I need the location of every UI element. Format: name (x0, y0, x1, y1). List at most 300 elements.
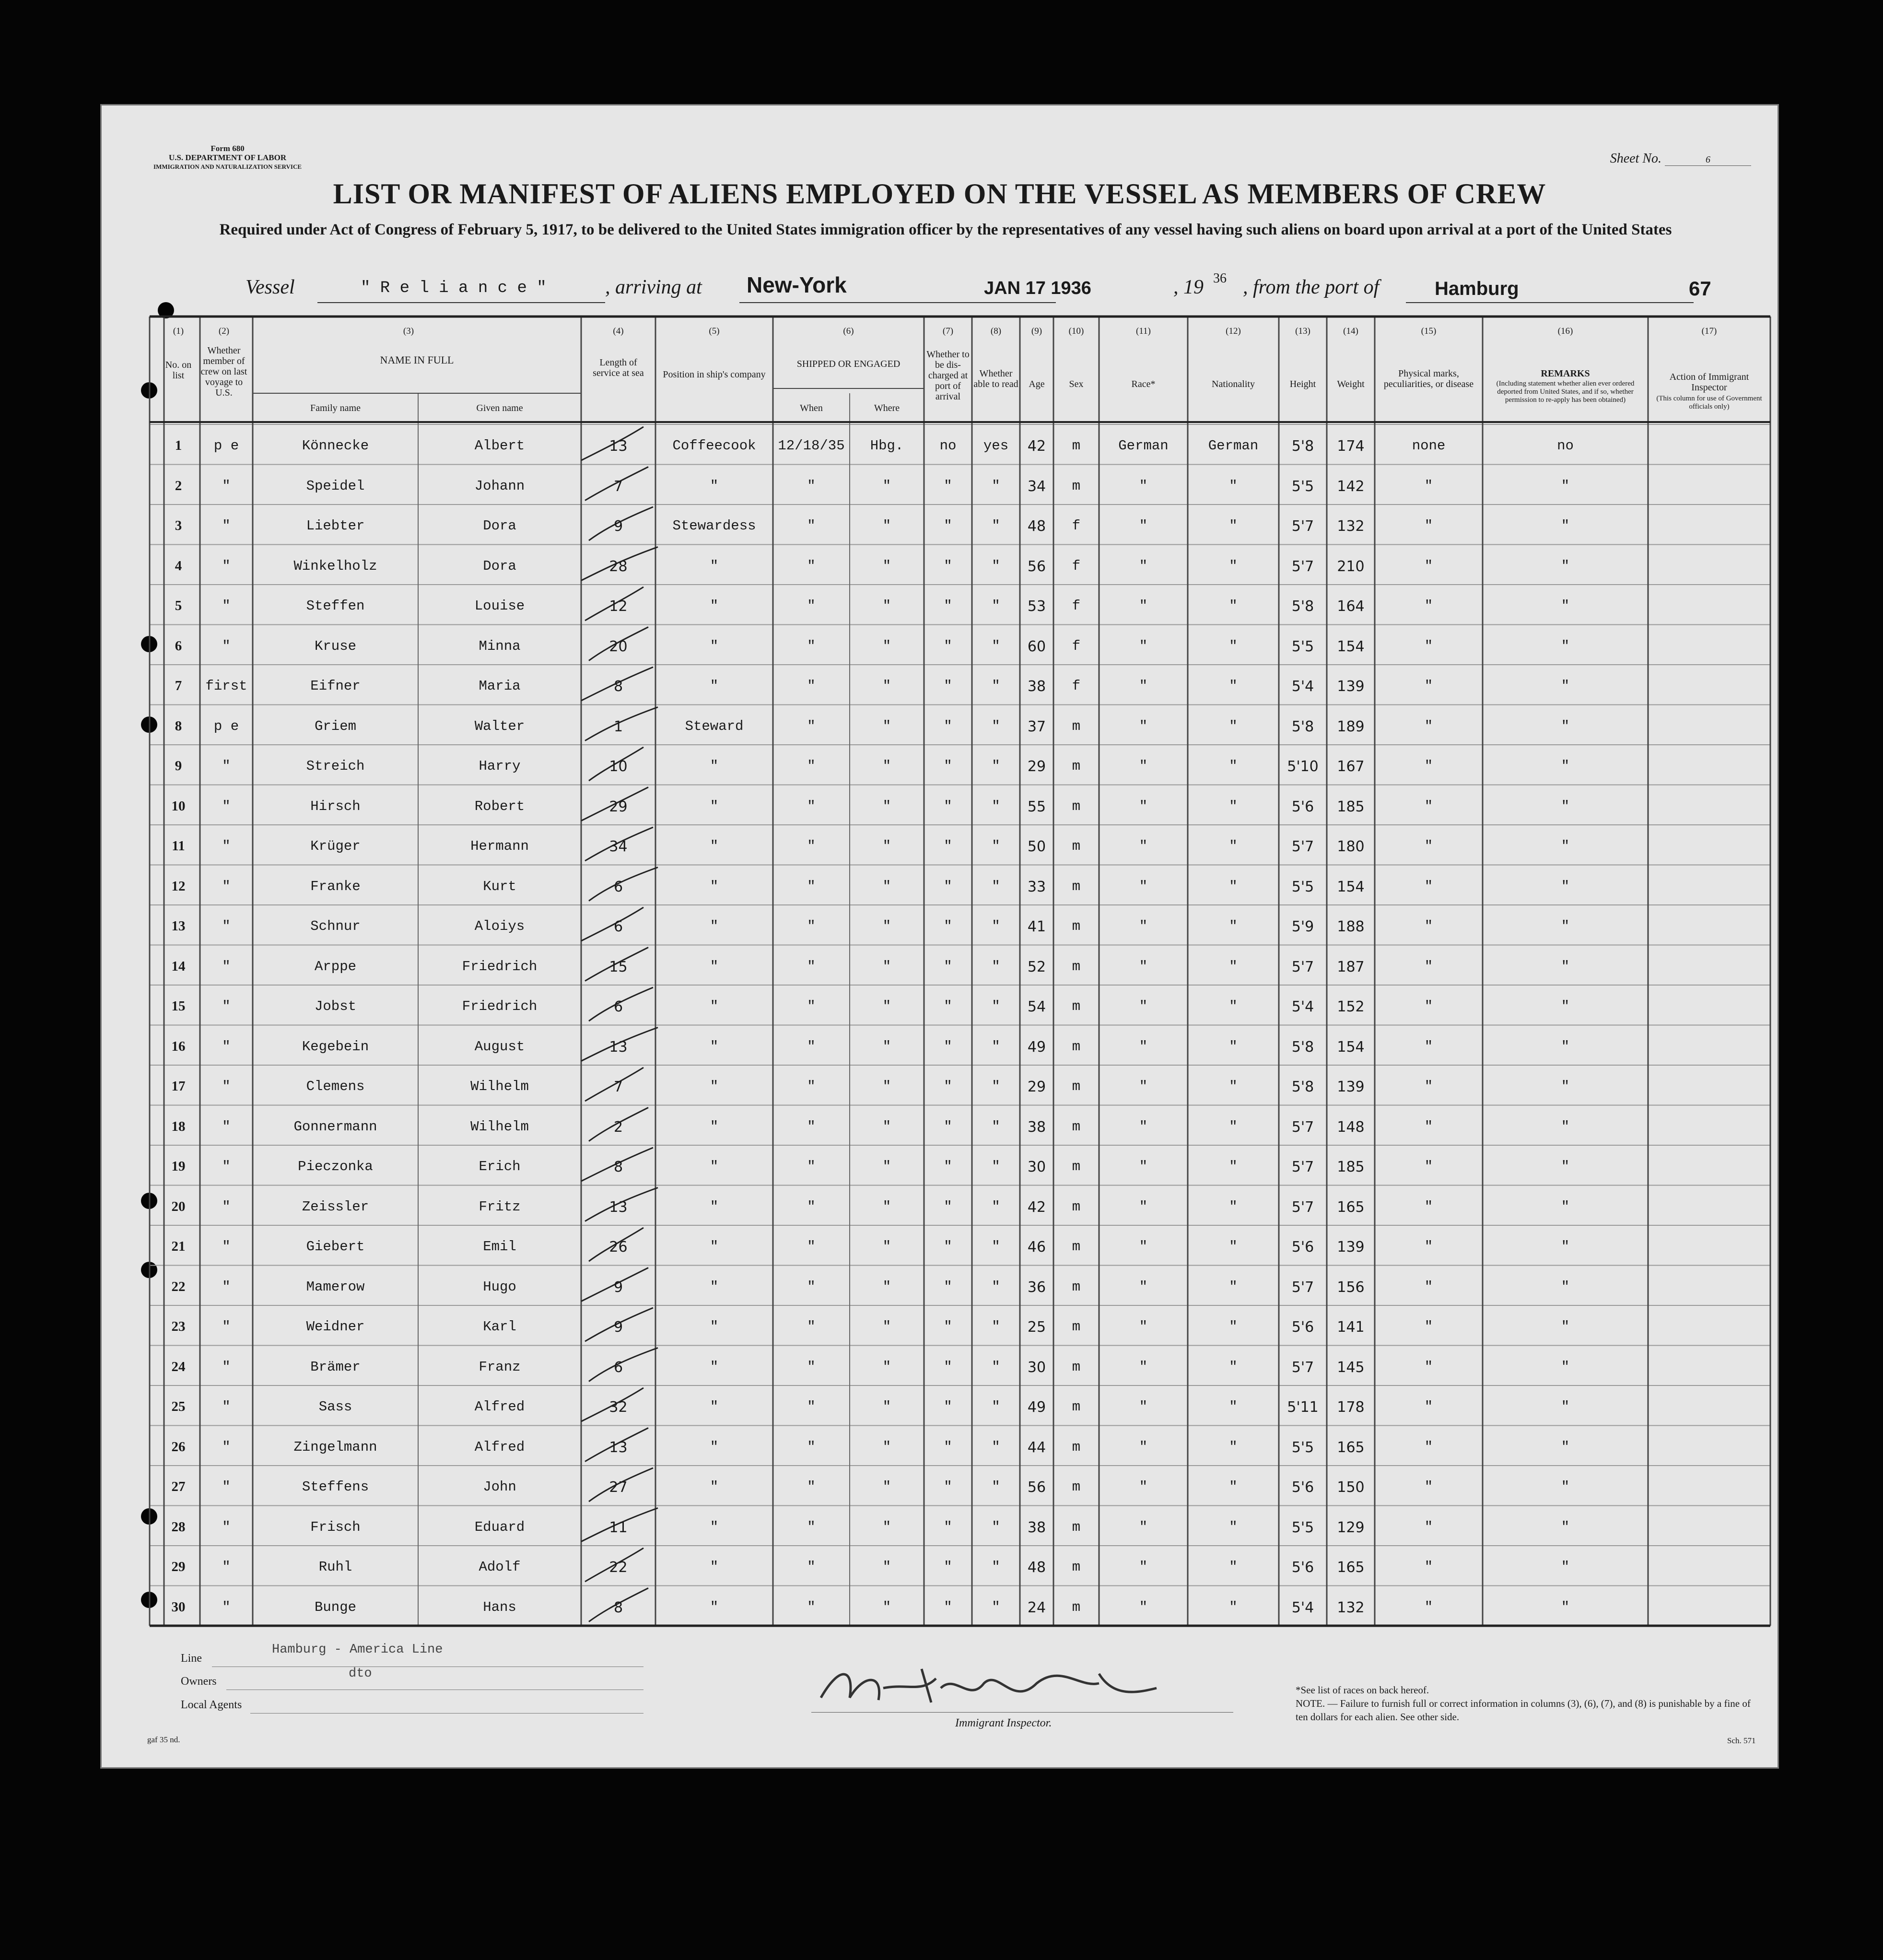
cell-nationality: " (1229, 1559, 1238, 1575)
cell-discharged: " (944, 1599, 952, 1615)
cell-position: " (710, 1239, 719, 1255)
cell-read: " (992, 878, 1000, 894)
cell-remarks: " (1561, 758, 1570, 774)
cell-read: " (992, 998, 1000, 1014)
page-title: LIST OR MANIFEST OF ALIENS EMPLOYED ON THE VESSEL AS MEMBERS OF CREW (333, 178, 1546, 210)
cell-age: 36 (1027, 1279, 1046, 1296)
cell-sex: m (1072, 838, 1081, 854)
cell-no: 26 (171, 1439, 186, 1455)
cell-physical: " (1424, 1279, 1433, 1295)
cell-when: " (807, 678, 816, 694)
cell-sex: f (1072, 598, 1081, 614)
cell-discharged: " (944, 758, 952, 774)
cell-weight: 174 (1337, 438, 1365, 455)
cell-where: " (882, 918, 891, 934)
cell-given: Wilhelm (470, 1118, 529, 1135)
cell-family: Schnur (310, 918, 361, 934)
cell-family: Zeissler (302, 1198, 369, 1215)
cell-discharged: no (939, 438, 957, 454)
col-num-17: (17) (1701, 326, 1717, 336)
header-height: Height (1289, 379, 1316, 389)
cell-remarks: " (1561, 1279, 1570, 1295)
cell-age: 38 (1027, 1519, 1046, 1536)
owners-label: Owners (181, 1675, 217, 1688)
cell-height: 5'6 (1291, 1239, 1314, 1256)
cell-read: " (992, 1279, 1000, 1295)
cell-family: Kegebein (302, 1038, 369, 1055)
cell-position: " (710, 1399, 719, 1415)
header-weight: Weight (1337, 379, 1365, 389)
cell-no: 13 (171, 918, 186, 934)
cell-remarks: " (1561, 678, 1570, 694)
cell-given: Minna (479, 638, 521, 654)
cell-height: 5'5 (1291, 1519, 1314, 1536)
cell-age: 42 (1027, 1198, 1046, 1216)
cell-sex: m (1072, 718, 1081, 734)
cell-family: Mamerow (306, 1279, 365, 1295)
cell-no: 6 (175, 638, 182, 654)
sheet-label: Sheet No. (1610, 151, 1661, 166)
cell-race: " (1139, 1118, 1148, 1135)
cell-where: " (882, 1038, 891, 1055)
cell-given: Wilhelm (470, 1079, 529, 1094)
cell-remarks: " (1561, 638, 1570, 654)
cell-where: " (882, 1599, 891, 1615)
cell-weight: 164 (1337, 598, 1365, 615)
cell-race: " (1139, 918, 1148, 934)
cell-physical: " (1424, 1599, 1433, 1615)
cell-race: " (1139, 878, 1148, 894)
cell-sex: m (1072, 1198, 1081, 1215)
cell-discharged: " (944, 918, 952, 934)
cell-race: " (1139, 518, 1148, 534)
cell-where: " (882, 1519, 891, 1535)
cell-nationality: " (1229, 718, 1238, 734)
cell-position: Stewardess (672, 518, 756, 534)
cell-where: " (882, 718, 891, 734)
cell-nationality: " (1229, 998, 1238, 1014)
service-name: IMMIGRATION AND NATURALIZATION SERVICE (153, 163, 302, 170)
cell-no: 14 (171, 958, 186, 974)
cell-height: 5'5 (1291, 1439, 1314, 1456)
cell-height: 5'7 (1291, 518, 1314, 535)
arrival-port: New-York (747, 272, 847, 297)
cell-read: " (992, 1439, 1000, 1455)
cell-no: 2 (175, 478, 182, 493)
cell-physical: " (1424, 1479, 1433, 1495)
cell-when: " (807, 1519, 816, 1535)
cell-remarks: " (1561, 1439, 1570, 1455)
cell-remarks: " (1561, 1359, 1570, 1375)
cell-nationality: " (1229, 1319, 1238, 1335)
cell-when: " (807, 798, 816, 814)
cell-family: Speidel (306, 478, 365, 494)
cell-when: " (807, 1239, 816, 1255)
cell-physical: " (1424, 1359, 1433, 1375)
cell-given: Hans (483, 1599, 516, 1615)
cell-discharged: " (944, 1159, 952, 1174)
cell-race: " (1139, 638, 1148, 654)
cell-where: " (882, 1559, 891, 1575)
cell-position: " (710, 1279, 719, 1295)
cell-member: " (222, 1599, 231, 1615)
cell-service: 6 (613, 998, 623, 1015)
cell-member: " (222, 1038, 231, 1055)
cell-nationality: " (1229, 918, 1238, 934)
cell-height: 5'7 (1291, 958, 1314, 975)
cell-member: " (222, 1239, 231, 1255)
cell-no: 19 (171, 1159, 186, 1174)
cell-when: " (807, 598, 816, 614)
cell-race: " (1139, 958, 1148, 974)
cell-physical: " (1424, 1439, 1433, 1455)
cell-where: " (882, 798, 891, 814)
cell-service: 9 (613, 1279, 623, 1296)
cell-service: 20 (609, 638, 628, 655)
cell-given: Karl (483, 1319, 516, 1335)
cell-nationality: " (1229, 1439, 1238, 1455)
cell-physical: " (1424, 918, 1433, 934)
cell-when: " (807, 518, 816, 534)
cell-when: " (807, 878, 816, 894)
cell-weight: 152 (1337, 998, 1365, 1015)
cell-age: 42 (1027, 438, 1046, 455)
cell-race: " (1139, 478, 1148, 494)
header-race: Race* (1131, 379, 1156, 389)
cell-position: " (710, 958, 719, 974)
cell-where: " (882, 1279, 891, 1295)
cell-family: Jobst (314, 998, 356, 1014)
cell-remarks: " (1561, 518, 1570, 534)
cell-read: " (992, 1038, 1000, 1055)
cell-read: " (992, 1399, 1000, 1415)
cell-physical: " (1424, 798, 1433, 814)
cell-weight: 145 (1337, 1359, 1365, 1376)
header-age: Age (1029, 379, 1045, 389)
cell-member: " (222, 918, 231, 934)
cell-service: 2 (613, 1118, 623, 1136)
cell-weight: 139 (1337, 1079, 1365, 1095)
cell-read: " (992, 1239, 1000, 1255)
cell-position: " (710, 1439, 719, 1455)
cell-service: 15 (609, 958, 628, 975)
cell-sex: m (1072, 1038, 1081, 1055)
cell-given: Alfred (474, 1439, 525, 1455)
cell-remarks: no (1557, 438, 1574, 454)
cell-age: 48 (1027, 518, 1046, 535)
owners-value: dto (349, 1667, 372, 1681)
cell-age: 33 (1027, 878, 1046, 895)
cell-service: 27 (609, 1479, 628, 1496)
cell-family: Frisch (310, 1519, 361, 1535)
year-suffix: 36 (1213, 271, 1227, 286)
cell-physical: " (1424, 1159, 1433, 1174)
cell-remarks: " (1561, 1079, 1570, 1094)
cell-when: " (807, 1319, 816, 1335)
cell-family: Clemens (306, 1079, 365, 1094)
cell-weight: 178 (1337, 1399, 1365, 1416)
cell-member: " (222, 878, 231, 894)
cell-family: Sass (318, 1399, 352, 1415)
cell-remarks: " (1561, 1399, 1570, 1415)
cell-weight: 156 (1337, 1279, 1365, 1296)
cell-height: 5'4 (1291, 678, 1314, 695)
cell-no: 20 (171, 1198, 186, 1214)
cell-height: 5'8 (1291, 598, 1314, 615)
cell-physical: " (1424, 1239, 1433, 1255)
cell-age: 53 (1027, 598, 1046, 615)
cell-given: Friedrich (462, 958, 538, 974)
cell-position: " (710, 838, 719, 854)
cell-when: " (807, 1439, 816, 1455)
cell-when: " (807, 958, 816, 974)
cell-family: Griem (314, 718, 356, 734)
form-number: Form 680 (211, 144, 245, 153)
cell-nationality: " (1229, 1038, 1238, 1055)
cell-when: " (807, 1479, 816, 1495)
cell-read: " (992, 518, 1000, 534)
cell-service: 1 (613, 718, 623, 735)
header-where: Where (874, 403, 900, 413)
cell-service: 13 (609, 1198, 628, 1216)
inspector-signature (811, 1655, 1243, 1712)
cell-height: 5'5 (1291, 478, 1314, 495)
cell-position: Coffeecook (672, 438, 756, 454)
cell-member: " (222, 518, 231, 534)
cell-height: 5'9 (1291, 918, 1314, 935)
cell-position: " (710, 638, 719, 654)
cell-remarks: " (1561, 478, 1570, 494)
cell-physical: " (1424, 998, 1433, 1014)
cell-nationality: " (1229, 958, 1238, 974)
cell-discharged: " (944, 798, 952, 814)
cell-when: " (807, 638, 816, 654)
cell-age: 50 (1027, 838, 1046, 855)
cell-age: 30 (1027, 1359, 1046, 1376)
cell-height: 5'11 (1287, 1399, 1319, 1416)
cell-weight: 189 (1337, 718, 1365, 735)
header-no-on-list: No. on list (165, 360, 192, 381)
cell-when: " (807, 1359, 816, 1375)
col-num-10: (10) (1068, 326, 1084, 336)
header-discharged: Whether to be dis-charged at port of arrival (926, 349, 970, 402)
cell-read: " (992, 1599, 1000, 1615)
cell-member: " (222, 1159, 231, 1174)
cell-family: Krüger (310, 838, 361, 854)
cell-where: " (882, 1359, 891, 1375)
cell-where: " (882, 998, 891, 1014)
cell-discharged: " (944, 678, 952, 694)
cell-read: " (992, 558, 1000, 574)
cell-service: 10 (609, 758, 628, 775)
cell-sex: m (1072, 998, 1081, 1014)
cell-family: Könnecke (302, 438, 369, 454)
cell-given: Emil (483, 1239, 516, 1255)
cell-when: " (807, 1118, 816, 1135)
cell-no: 29 (171, 1559, 186, 1574)
cell-given: Hermann (470, 838, 529, 854)
cell-race: " (1139, 1319, 1148, 1335)
cell-remarks: " (1561, 1559, 1570, 1575)
cell-race: " (1139, 1599, 1148, 1615)
cell-given: Dora (483, 558, 516, 574)
inspector-label: Immigrant Inspector. (955, 1717, 1052, 1729)
header-action-sub: (This column for use of Government officials only) (1656, 395, 1762, 411)
cell-read: " (992, 478, 1000, 494)
cell-discharged: " (944, 1079, 952, 1094)
cell-sex: m (1072, 798, 1081, 814)
cell-age: 55 (1027, 798, 1046, 815)
cell-service: 6 (613, 918, 623, 935)
cell-nationality: " (1229, 838, 1238, 854)
cell-discharged: " (944, 958, 952, 974)
cell-remarks: " (1561, 918, 1570, 934)
col-num-7: (7) (942, 326, 954, 336)
cell-given: Friedrich (462, 998, 538, 1014)
cell-where: " (882, 838, 891, 854)
cell-physical: " (1424, 598, 1433, 614)
cell-remarks: " (1561, 718, 1570, 734)
cell-weight: 165 (1337, 1559, 1365, 1576)
cell-physical: none (1412, 438, 1446, 454)
cell-sex: m (1072, 958, 1081, 974)
cell-given: Adolf (479, 1559, 521, 1575)
cell-weight: 150 (1337, 1479, 1365, 1496)
cell-nationality: " (1229, 1399, 1238, 1415)
cell-weight: 210 (1337, 558, 1365, 575)
manifest-sheet (102, 106, 1778, 1767)
cell-when: " (807, 1559, 816, 1575)
cell-discharged: " (944, 718, 952, 734)
cell-sex: m (1072, 1519, 1081, 1535)
cell-family: Steffen (306, 598, 365, 614)
cell-where: " (882, 638, 891, 654)
cell-discharged: " (944, 1519, 952, 1535)
cell-when: " (807, 1198, 816, 1215)
cell-remarks: " (1561, 1599, 1570, 1615)
cell-remarks: " (1561, 1319, 1570, 1335)
cell-sex: m (1072, 1479, 1081, 1495)
cell-service: 6 (613, 878, 623, 895)
cell-position: " (710, 558, 719, 574)
cell-height: 5'8 (1291, 1079, 1314, 1095)
cell-where: " (882, 1159, 891, 1174)
cell-service: 6 (613, 1359, 623, 1376)
cell-member: " (222, 1359, 231, 1375)
cell-age: 34 (1027, 478, 1046, 495)
cell-position: Steward (685, 718, 744, 734)
cell-no: 24 (171, 1359, 186, 1374)
cell-sex: f (1072, 638, 1081, 654)
cell-service: 9 (613, 1319, 623, 1336)
cell-member: " (222, 1439, 231, 1455)
cell-physical: " (1424, 518, 1433, 534)
cell-race: German (1118, 438, 1169, 454)
cell-discharged: " (944, 1319, 952, 1335)
cell-height: 5'7 (1291, 1279, 1314, 1296)
cell-sex: f (1072, 678, 1081, 694)
cell-where: " (882, 1198, 891, 1215)
cell-age: 56 (1027, 558, 1046, 575)
cell-discharged: " (944, 1479, 952, 1495)
header-sex: Sex (1069, 379, 1084, 389)
cell-family: Arppe (314, 958, 356, 974)
cell-height: 5'5 (1291, 638, 1314, 655)
cell-physical: " (1424, 958, 1433, 974)
cell-sex: m (1072, 1599, 1081, 1615)
cell-discharged: " (944, 1239, 952, 1255)
cell-family: Ruhl (318, 1559, 352, 1575)
cell-age: 37 (1027, 718, 1046, 735)
header-action: Action of Immigrant Inspector (1669, 372, 1749, 393)
cell-weight: 129 (1337, 1519, 1365, 1536)
cell-age: 60 (1027, 638, 1046, 655)
cell-member: p e (213, 718, 239, 734)
cell-race: " (1139, 1359, 1148, 1375)
cell-given: Louise (474, 598, 525, 614)
cell-no: 12 (171, 878, 186, 894)
cell-when: " (807, 1038, 816, 1055)
cell-nationality: " (1229, 1198, 1238, 1215)
cell-remarks: " (1561, 1198, 1570, 1215)
cell-race: " (1139, 1279, 1148, 1295)
cell-when: " (807, 1599, 816, 1615)
cell-when: " (807, 838, 816, 854)
department-name: U.S. DEPARTMENT OF LABOR (168, 153, 287, 162)
cell-position: " (710, 878, 719, 894)
cell-when: " (807, 1079, 816, 1094)
cell-service: 8 (613, 1159, 623, 1175)
cell-no: 18 (171, 1118, 186, 1134)
cell-read: " (992, 1118, 1000, 1135)
cell-weight: 132 (1337, 1599, 1365, 1616)
cell-given: Erich (479, 1159, 521, 1174)
cell-nationality: " (1229, 1279, 1238, 1295)
cell-age: 30 (1027, 1159, 1046, 1175)
cell-race: " (1139, 998, 1148, 1014)
cell-when: " (807, 758, 816, 774)
cell-read: " (992, 638, 1000, 654)
line-value: Hamburg - America Line (272, 1643, 443, 1657)
cell-race: " (1139, 558, 1148, 574)
cell-weight: 188 (1337, 918, 1365, 935)
header-read: Whether able to read (973, 368, 1018, 389)
cell-physical: " (1424, 558, 1433, 574)
cell-member: p e (213, 438, 239, 454)
header-remarks-sub: (Including statement whether alien ever ordered deported from United States, and if so, whether permission to re-apply has been obtained) (1496, 380, 1635, 404)
cell-race: " (1139, 1479, 1148, 1495)
cell-service: 7 (613, 478, 623, 495)
cell-height: 5'7 (1291, 1118, 1314, 1136)
cell-position: " (710, 1479, 719, 1495)
cell-read: " (992, 798, 1000, 814)
cell-member: " (222, 1399, 231, 1415)
cell-read: " (992, 598, 1000, 614)
cell-where: " (882, 758, 891, 774)
cell-given: Hugo (483, 1279, 516, 1295)
col-num-1: (1) (173, 326, 184, 336)
cell-given: Johann (474, 478, 525, 494)
cell-read: " (992, 1079, 1000, 1094)
cell-sex: m (1072, 1399, 1081, 1415)
cell-read: " (992, 1479, 1000, 1495)
cell-discharged: " (944, 478, 952, 494)
col-num-4: (4) (613, 326, 624, 336)
cell-remarks: " (1561, 838, 1570, 854)
cell-given: Alfred (474, 1399, 525, 1415)
cell-physical: " (1424, 718, 1433, 734)
cell-age: 25 (1027, 1319, 1046, 1336)
